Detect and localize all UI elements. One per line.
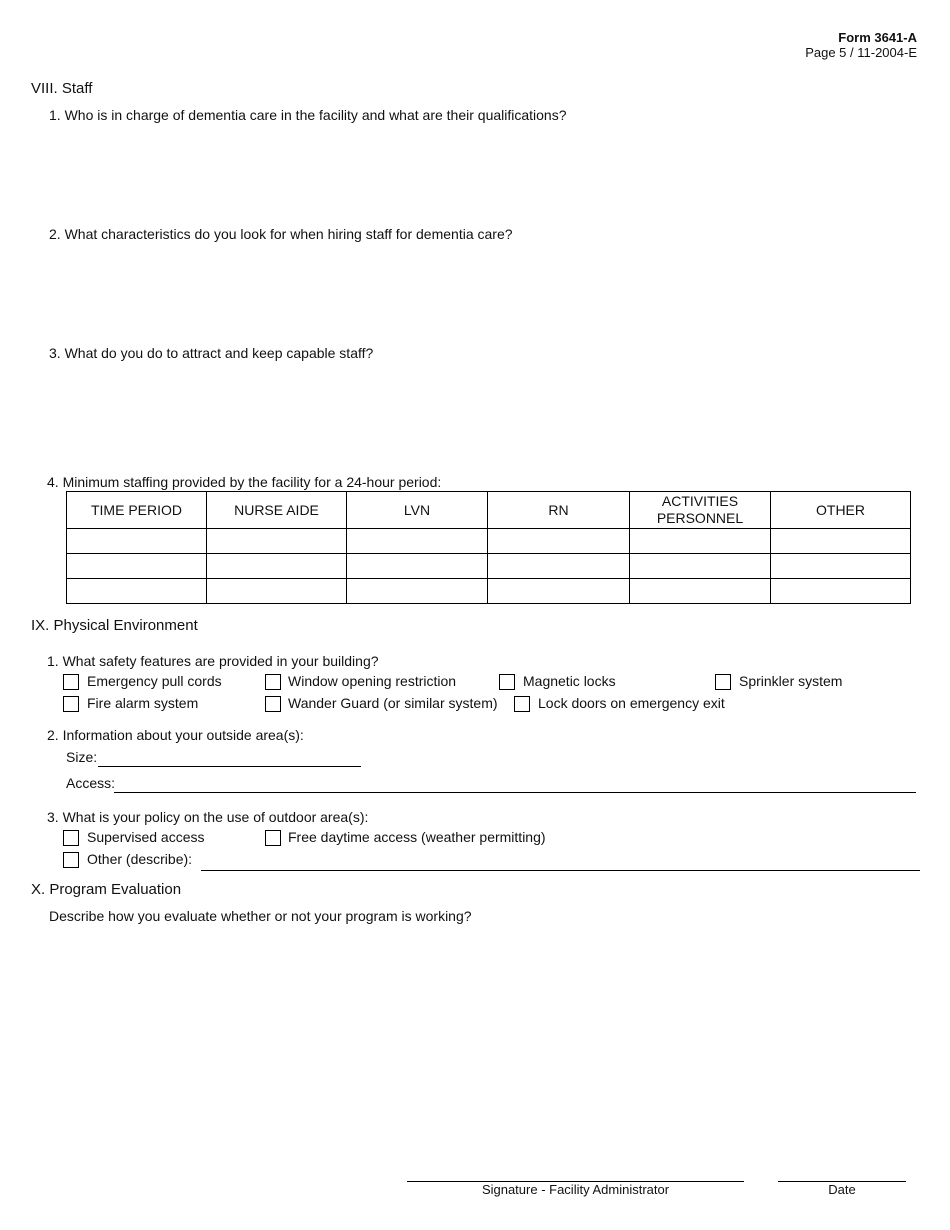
table-cell[interactable] — [67, 579, 207, 604]
page-info: Page 5 / 11-2004-E — [805, 45, 917, 60]
table-cell[interactable] — [207, 554, 347, 579]
signature-label: Signature - Facility Administrator — [481, 1182, 670, 1197]
sprinkler-system-label: Sprinkler system — [739, 673, 843, 689]
col-header-other: OTHER — [771, 492, 911, 529]
table-row — [67, 529, 911, 554]
table-cell[interactable] — [67, 529, 207, 554]
other-policy-checkbox[interactable] — [63, 852, 79, 868]
window-opening-restriction-checkbox[interactable] — [265, 674, 281, 690]
table-cell[interactable] — [347, 529, 488, 554]
section-ix-title: IX. Physical Environment — [31, 617, 198, 634]
safety-question: 1. What safety features are provided in your building? — [47, 653, 379, 669]
col-header-activities-personnel: ACTIVITIES PERSONNEL — [630, 492, 771, 529]
access-label: Access: — [66, 775, 116, 791]
outside-area-question: 2. Information about your outside area(s): — [47, 727, 304, 743]
supervised-access-label: Supervised access — [87, 829, 205, 845]
table-cell[interactable] — [630, 529, 771, 554]
table-cell[interactable] — [347, 554, 488, 579]
table-cell[interactable] — [771, 529, 911, 554]
table-cell[interactable] — [347, 579, 488, 604]
table-cell[interactable] — [771, 554, 911, 579]
outdoor-policy-question: 3. What is your policy on the use of outdoor area(s): — [47, 809, 369, 825]
date-label: Date — [828, 1182, 856, 1197]
wander-guard-checkbox[interactable] — [265, 696, 281, 712]
other-policy-field-line[interactable] — [201, 870, 920, 871]
table-cell[interactable] — [207, 529, 347, 554]
table-cell[interactable] — [488, 579, 630, 604]
other-policy-label: Other (describe): — [87, 851, 193, 867]
size-label: Size: — [66, 749, 98, 765]
table-row — [67, 579, 911, 604]
supervised-access-checkbox[interactable] — [63, 830, 79, 846]
size-field-line[interactable] — [98, 766, 361, 767]
form-number: Form 3641-A — [838, 30, 917, 45]
table-cell[interactable] — [630, 554, 771, 579]
col-header-time-period: TIME PERIOD — [67, 492, 207, 529]
col-header-rn: RN — [488, 492, 630, 529]
magnetic-locks-checkbox[interactable] — [499, 674, 515, 690]
free-daytime-access-checkbox[interactable] — [265, 830, 281, 846]
col-header-lvn: LVN — [347, 492, 488, 529]
table-cell[interactable] — [771, 579, 911, 604]
wander-guard-label: Wander Guard (or similar system) — [288, 695, 498, 711]
fire-alarm-system-label: Fire alarm system — [87, 695, 199, 711]
program-evaluation-question: Describe how you evaluate whether or not your program is working? — [49, 908, 472, 924]
table-cell[interactable] — [488, 554, 630, 579]
col-header-nurse-aide: NURSE AIDE — [207, 492, 347, 529]
staffing-table — [66, 491, 911, 604]
table-cell[interactable] — [67, 554, 207, 579]
section-x-title: X. Program Evaluation — [31, 881, 182, 898]
staff-question-2: 2. What characteristics do you look for when hiring staff for dementia care? — [49, 226, 513, 242]
access-field-line[interactable] — [114, 792, 916, 793]
sprinkler-system-checkbox[interactable] — [715, 674, 731, 690]
lock-doors-emergency-exit-label: Lock doors on emergency exit — [538, 695, 725, 711]
section-viii-title: VIII. Staff — [31, 80, 93, 97]
emergency-pull-cords-label: Emergency pull cords — [87, 673, 222, 689]
staff-question-1: 1. Who is in charge of dementia care in the facility and what are their qualifications? — [49, 107, 567, 123]
magnetic-locks-label: Magnetic locks — [523, 673, 616, 689]
fire-alarm-system-checkbox[interactable] — [63, 696, 79, 712]
free-daytime-access-label: Free daytime access (weather permitting) — [288, 829, 546, 845]
staff-question-3: 3. What do you do to attract and keep capable staff? — [49, 345, 374, 361]
window-opening-restriction-label: Window opening restriction — [288, 673, 457, 689]
table-cell[interactable] — [207, 579, 347, 604]
staff-question-4: 4. Minimum staffing provided by the facility for a 24-hour period: — [47, 474, 442, 490]
table-cell[interactable] — [488, 529, 630, 554]
table-row — [67, 554, 911, 579]
table-cell[interactable] — [630, 579, 771, 604]
lock-doors-emergency-exit-checkbox[interactable] — [514, 696, 530, 712]
emergency-pull-cords-checkbox[interactable] — [63, 674, 79, 690]
